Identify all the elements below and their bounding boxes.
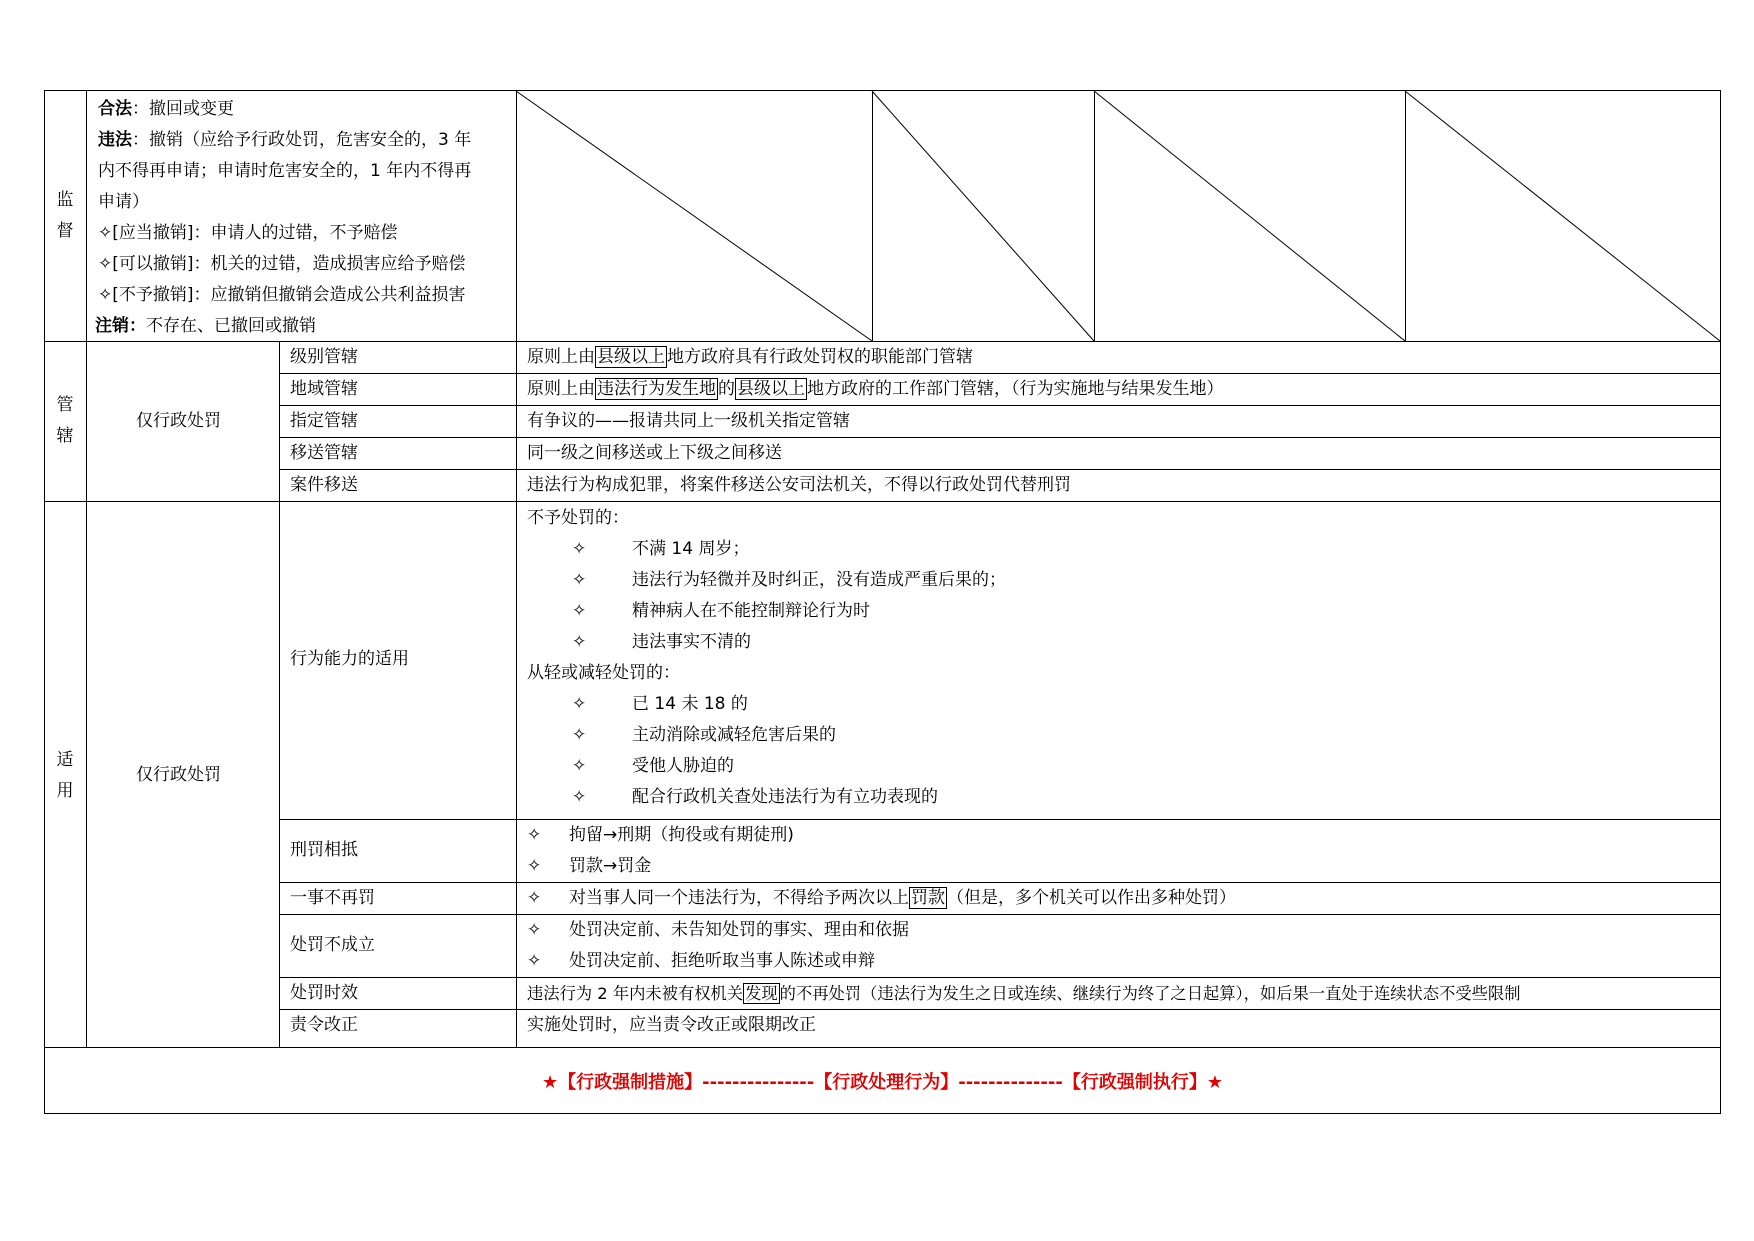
jurisdiction-designated-name: 指定管辖 [290, 411, 358, 431]
boxed-keyword: 违法行为发生地 [597, 379, 716, 399]
capacity-name: 行为能力的适用 [290, 649, 409, 669]
item-text: 主动消除或减轻危害后果的 [632, 725, 836, 745]
diagonal-line [1405, 91, 1720, 341]
application-scope: 仅行政处罚 [136, 765, 221, 785]
limitation-name: 处罚时效 [290, 983, 358, 1003]
invalid-name: 处罚不成立 [290, 935, 375, 955]
illegal-text-line: 内不得再申请；申请时危害安全的，1 年内不得再 [98, 161, 472, 181]
section-label-char: 用 [56, 781, 74, 801]
bullet-icon: ✧ [527, 920, 542, 940]
boxed-keyword: 县级以上 [597, 347, 665, 367]
bullet-icon: ✧ [572, 570, 587, 590]
jurisdiction-level-name: 级别管辖 [290, 347, 358, 367]
bullet-icon: ✧ [572, 539, 587, 559]
text-span: 原则上由 [527, 347, 595, 367]
arrow-icon: → [603, 825, 618, 845]
no-penalty-item [572, 534, 749, 565]
lighter-item [572, 689, 748, 720]
boxed-keyword: 县级以上 [737, 379, 805, 399]
offset-name: 刑罚相抵 [290, 840, 358, 860]
text-span: 原则上由 [527, 379, 595, 399]
legal-line [98, 94, 234, 125]
divider [45, 501, 1720, 502]
offset-item [527, 851, 651, 882]
item-text: 受他人胁迫的 [632, 756, 734, 776]
divider [45, 1047, 1720, 1048]
text-span: 的 [718, 379, 735, 399]
footer-enforcement-line: ★【行政强制措施】---------------【行政处理行为】--------------【行政强制执行】★ [542, 1072, 1223, 1093]
bullet-icon: ✧ [572, 725, 587, 745]
arrow-icon: → [603, 856, 618, 876]
item-text: 刑期（拘役或有期徒刑) [617, 825, 794, 845]
invalid-item [527, 915, 909, 946]
cancel-label: 注销： [95, 316, 146, 336]
item-text: 罚款 [569, 856, 603, 876]
bullet-icon: ✧ [527, 951, 542, 971]
section-label-char: 督 [56, 221, 74, 241]
jurisdiction-transfer-text: 同一级之间移送或上下级之间移送 [527, 443, 782, 463]
correction-name: 责令改正 [290, 1015, 358, 1035]
jurisdiction-designated-text: 有争议的——报请共同上一级机关指定管辖 [527, 411, 850, 431]
no-penalty-item [572, 565, 1006, 596]
lighter-item [572, 720, 836, 751]
bullet-icon: ✧ [572, 632, 587, 652]
item-text: 处罚决定前、未告知处罚的事实、理由和依据 [569, 920, 909, 940]
divider [279, 341, 280, 1047]
cancel-line [95, 311, 316, 342]
item-text: 违法行为轻微并及时纠正，没有造成严重后果的； [632, 570, 1006, 590]
legal-text: ：撤回或变更 [132, 99, 234, 119]
section-label-char: 管 [56, 395, 74, 415]
text-span: 地方政府具有行政处罚权的职能部门管辖 [667, 347, 973, 367]
item-text: 拘留 [569, 825, 603, 845]
limitation-text [527, 978, 1520, 1009]
jurisdiction-case-transfer-text: 违法行为构成犯罪，将案件移送公安司法机关，不得以行政处罚代替刑罚 [527, 475, 1071, 495]
cancel-text: 不存在、已撤回或撤销 [146, 316, 316, 336]
section-label-jurisdiction [50, 390, 80, 452]
revoke-item: ✧[可以撤销]：机关的过错，造成损害应给予赔偿 [98, 254, 466, 274]
lighter-heading: 从轻或减轻处罚的： [527, 663, 680, 683]
illegal-line [98, 125, 471, 156]
item-text: 处罚决定前、拒绝听取当事人陈述或申辩 [569, 951, 875, 971]
revoke-item: ✧[不予撤销]：应撤销但撤销会造成公共利益损害 [98, 285, 466, 305]
item-text: 不满 14 周岁； [632, 539, 750, 559]
boxed-keyword: 发现 [745, 984, 778, 1003]
text-span: 违法行为 2 年内未被有权机关 [527, 984, 744, 1003]
no-penalty-item [572, 596, 870, 627]
illegal-label: 违法 [98, 130, 132, 150]
jurisdiction-scope: 仅行政处罚 [136, 411, 221, 431]
no-penalty-heading: 不予处罚的： [527, 508, 629, 528]
summary-table [44, 90, 1721, 1114]
no-penalty-item [572, 627, 751, 658]
lighter-item [572, 782, 938, 813]
section-label-supervision [50, 185, 80, 247]
revoke-item: ✧[应当撤销]：申请人的过错，不予赔偿 [98, 223, 398, 243]
divider [279, 914, 1720, 915]
bullet-icon: ✧ [527, 856, 542, 876]
legal-label: 合法 [98, 99, 132, 119]
no-double-text [527, 883, 1236, 914]
divider [279, 1009, 1720, 1010]
text-span: 对当事人同一个违法行为，不得给予两次以上 [569, 888, 909, 908]
divider [279, 437, 1720, 438]
jurisdiction-territory-text [527, 374, 1224, 405]
divider [279, 819, 1720, 820]
offset-item [527, 820, 794, 851]
text-span: 的不再处罚（违法行为发生之日或连续、继续行为终了之日起算），如后果一直处于连续状态不受些限制 [779, 984, 1521, 1003]
section-label-char: 适 [56, 750, 74, 770]
invalid-item [527, 946, 875, 977]
boxed-keyword: 罚款 [911, 888, 945, 908]
item-text: 精神病人在不能控制辩论行为时 [632, 601, 870, 621]
bullet-icon: ✧ [572, 601, 587, 621]
section-label-application [50, 745, 80, 807]
item-text: 已 14 未 18 的 [632, 694, 748, 714]
jurisdiction-level-text [527, 342, 973, 373]
section-label-char: 辖 [56, 426, 74, 446]
diagonal-line [872, 91, 1094, 341]
item-text: 配合行政机关查处违法行为有立功表现的 [632, 787, 938, 807]
diagonal-line [516, 91, 872, 341]
section-label-char: 监 [56, 190, 74, 210]
jurisdiction-territory-name: 地域管辖 [290, 379, 358, 399]
correction-text: 实施处罚时，应当责令改正或限期改正 [527, 1015, 816, 1035]
bullet-icon: ✧ [527, 825, 542, 845]
item-text: 罚金 [617, 856, 652, 876]
jurisdiction-case-transfer-name: 案件移送 [290, 475, 358, 495]
diagonal-line [1094, 91, 1405, 341]
item-text: 违法事实不清的 [632, 632, 751, 652]
jurisdiction-transfer-name: 移送管辖 [290, 443, 358, 463]
bullet-icon: ✧ [527, 888, 542, 908]
lighter-item [572, 751, 734, 782]
no-double-name: 一事不再罚 [290, 888, 375, 908]
text-span: （但是，多个机关可以作出多种处罚） [947, 888, 1236, 908]
divider [279, 405, 1720, 406]
text-span: 地方政府的工作部门管辖，（行为实施地与结果发生地） [807, 379, 1224, 399]
bullet-icon: ✧ [572, 756, 587, 776]
illegal-text-line: 申请） [98, 192, 149, 212]
bullet-icon: ✧ [572, 694, 587, 714]
illegal-text: ：撤销（应给予行政处罚，危害安全的，3 年 [132, 130, 472, 150]
bullet-icon: ✧ [572, 787, 587, 807]
